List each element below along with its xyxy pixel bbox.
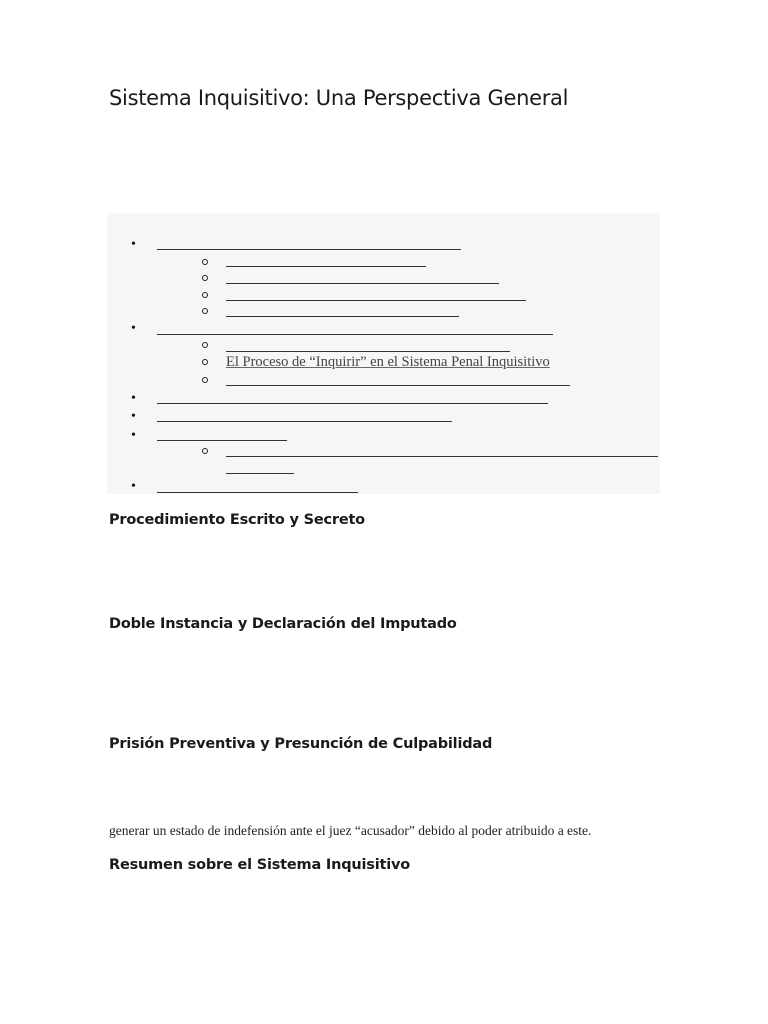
toc-sublink-placeholder[interactable] [226, 283, 499, 284]
toc-link-placeholder[interactable] [157, 492, 358, 493]
toc-sublink-placeholder[interactable] [226, 266, 426, 267]
toc-sub-bullet [202, 275, 208, 281]
toc-sublink-placeholder[interactable] [226, 300, 526, 301]
toc-sublink-placeholder-continuation[interactable] [226, 473, 294, 474]
toc-sub-bullet [202, 308, 208, 314]
toc-sublink-placeholder[interactable] [226, 385, 570, 386]
toc-sub-bullet [202, 259, 208, 265]
toc-sub-bullet [202, 342, 208, 348]
toc-bullet: • [131, 321, 136, 336]
toc-link-placeholder[interactable] [157, 421, 452, 422]
section-heading-procedimiento: Procedimiento Escrito y Secreto [109, 512, 365, 528]
toc-link-placeholder[interactable] [157, 249, 461, 250]
toc-link-placeholder[interactable] [157, 334, 553, 335]
body-paragraph-fragment: generar un estado de indefensión ante el juez “acusador” debido al poder atribuido a este. [109, 823, 592, 838]
toc-link-placeholder[interactable] [157, 403, 548, 404]
toc-sublink-placeholder[interactable] [226, 351, 510, 352]
toc-bullet: • [131, 391, 136, 406]
section-heading-resumen: Resumen sobre el Sistema Inquisitivo [109, 857, 410, 873]
page-title: Sistema Inquisitivo: Una Perspectiva General [109, 86, 569, 110]
toc-sublink-placeholder[interactable] [226, 456, 658, 457]
toc-sub-bullet [202, 359, 208, 365]
toc-bullet: • [131, 409, 136, 424]
toc-link-placeholder[interactable] [157, 440, 287, 441]
toc-sublink-placeholder[interactable] [226, 316, 459, 317]
toc-bullet: • [131, 237, 136, 252]
toc-sub-bullet [202, 448, 208, 454]
toc-bullet: • [131, 479, 136, 494]
toc-sub-bullet [202, 377, 208, 383]
section-heading-doble-instancia: Doble Instancia y Declaración del Imputado [109, 616, 457, 632]
toc-link-proceso-inquirir[interactable]: El Proceso de “Inquirir” en el Sistema Penal Inquisitivo [226, 354, 550, 370]
toc-bullet: • [131, 428, 136, 443]
section-heading-prision-preventiva: Prisión Preventiva y Presunción de Culpabilidad [109, 736, 493, 752]
toc-sub-bullet [202, 292, 208, 298]
